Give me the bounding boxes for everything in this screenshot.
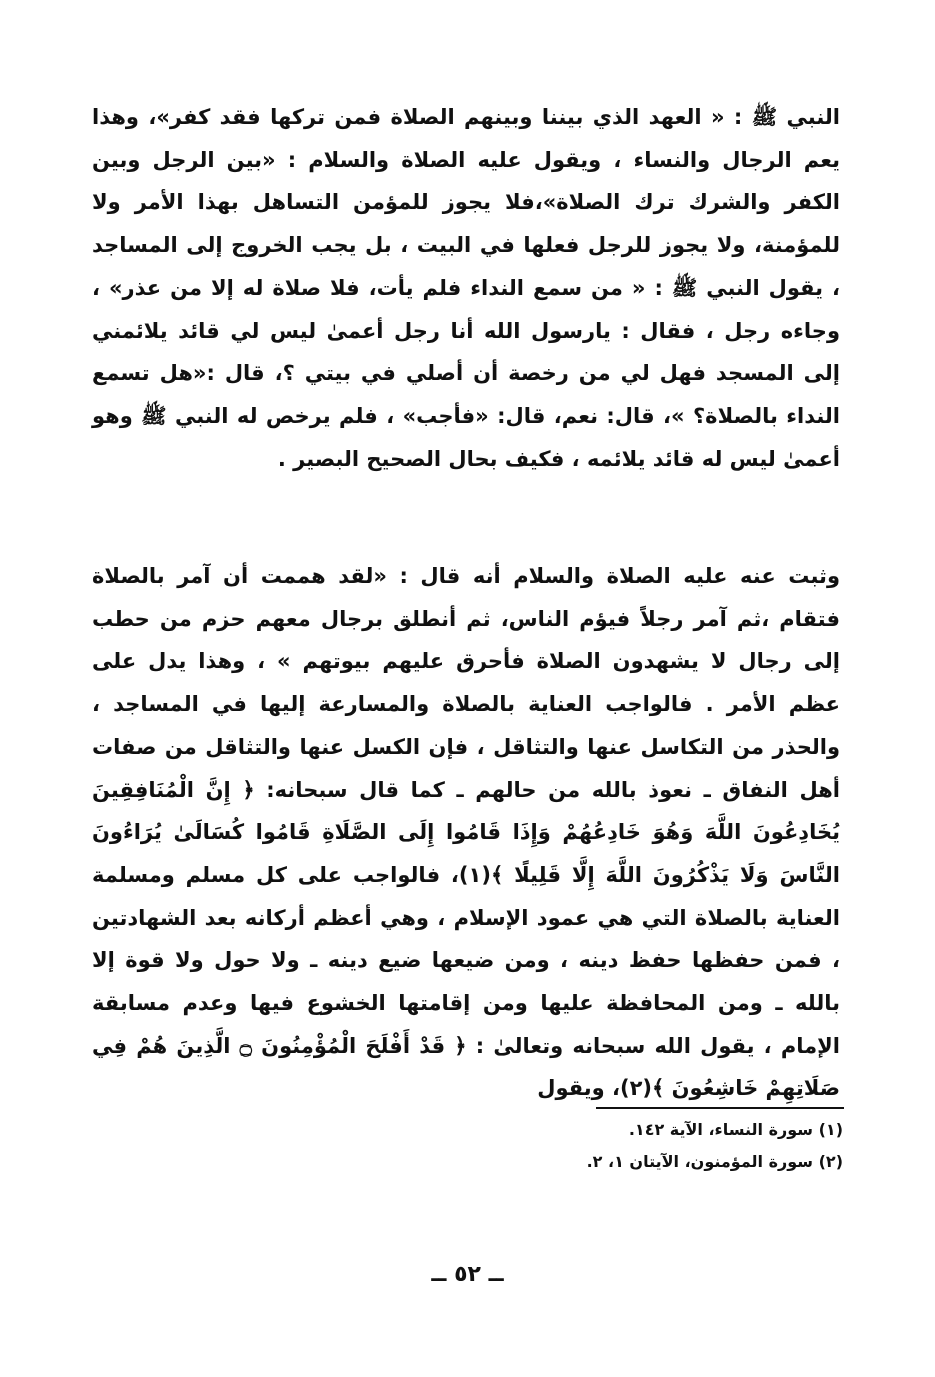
paragraph-2-text: وثبت عنه عليه الصلاة والسلام أنه قال : «لقد هممت أن آمر بالصلاة فتقام ،ثم آمر رجلاً فيؤم الناس، ثم أنطلق برجال معهم حزم من حطب إلى رجال لا يشهدون الصلاة فأحرق عليهم بيوتهم » ، وهذا يدل على عظم الأمر . فالواجب العناية بالصلاة والمسارعة إليها في المساجد ، والحذر من التكاسل عنها والتثاقل ، فإن الكسل عنها والتثاقل من صفات أهل النفاق ـ نعوذ بالله من حالهم ـ كما قال سبحانه: ﴿ إِنَّ الْمُنَافِقِينَ يُخَادِعُونَ اللَّهَ وَهُوَ خَادِعُهُمْ وَإِذَا قَامُوا إِلَى الصَّلَاةِ قَامُوا كُسَالَىٰ يُرَاءُونَ النَّاسَ وَلَا يَذْكُرُونَ اللَّهَ إِلَّا قَلِيلًا ﴾(١)، فالواجب على كل مسلم ومسلمة العناية بالصلاة التي هي عمود الإسلام ، وهي أعظم أركانه بعد الشهادتين ، فمن حفظها حفظ دينه ، ومن ضيعها ضيع دينه ـ ولا حول ولا قوة إلا بالله ـ ومن المحافظة عليها ومن إقامتها الخشوع فيها وعدم مسابقة الإمام ، يقول الله سبحانه وتعالىٰ : ﴿ قَدْ أَفْلَحَ الْمُؤْمِنُونَ ۝ الَّذِينَ هُمْ فِي صَلَاتِهِمْ خَاشِعُونَ ﴾(٢)، ويقول (92, 564, 840, 1101)
paragraph-2 (92, 555, 840, 1110)
paragraph-1-text: النبي ﷺ : « العهد الذي بيننا وبينهم الصلاة فمن تركها فقد كفر»، وهذا يعم الرجال والنساء ، ويقول عليه الصلاة والسلام : «بين الرجل وبين الكفر والشرك ترك الصلاة»،فلا يجوز للمؤمن التساهل بهذا الأمر ولا للمؤمنة، ولا يجوز للرجل فعلها في البيت ، بل يجب الخروج إلى المساجد ، يقول النبي ﷺ : « من سمع النداء فلم يأت، فلا صلاة له إلا من عذر» ، وجاءه رجل ، فقال : يارسول الله أنا رجل أعمىٰ ليس لي قائد يلائمني إلى المسجد فهل لي من رخصة أن أصلي في بيتي ؟، قال :«هل تسمع النداء بالصلاة؟ »، قال: نعم، قال: «فأجب» ، فلم يرخص له النبي ﷺ وهو أعمىٰ ليس له قائد يلائمه ، فكيف بحال الصحيح البصير . (92, 105, 840, 471)
footnote-divider (596, 1107, 844, 1109)
page-number: ــ ٥٢ ــ (431, 1262, 504, 1287)
paragraph-1 (92, 96, 840, 480)
footnote-2: (٢) سورة المؤمنون، الآيتان ١، ٢. (586, 1152, 843, 1171)
footnotes (323, 1114, 843, 1178)
footnote-1: (١) سورة النساء، الآية ١٤٢. (628, 1120, 843, 1139)
